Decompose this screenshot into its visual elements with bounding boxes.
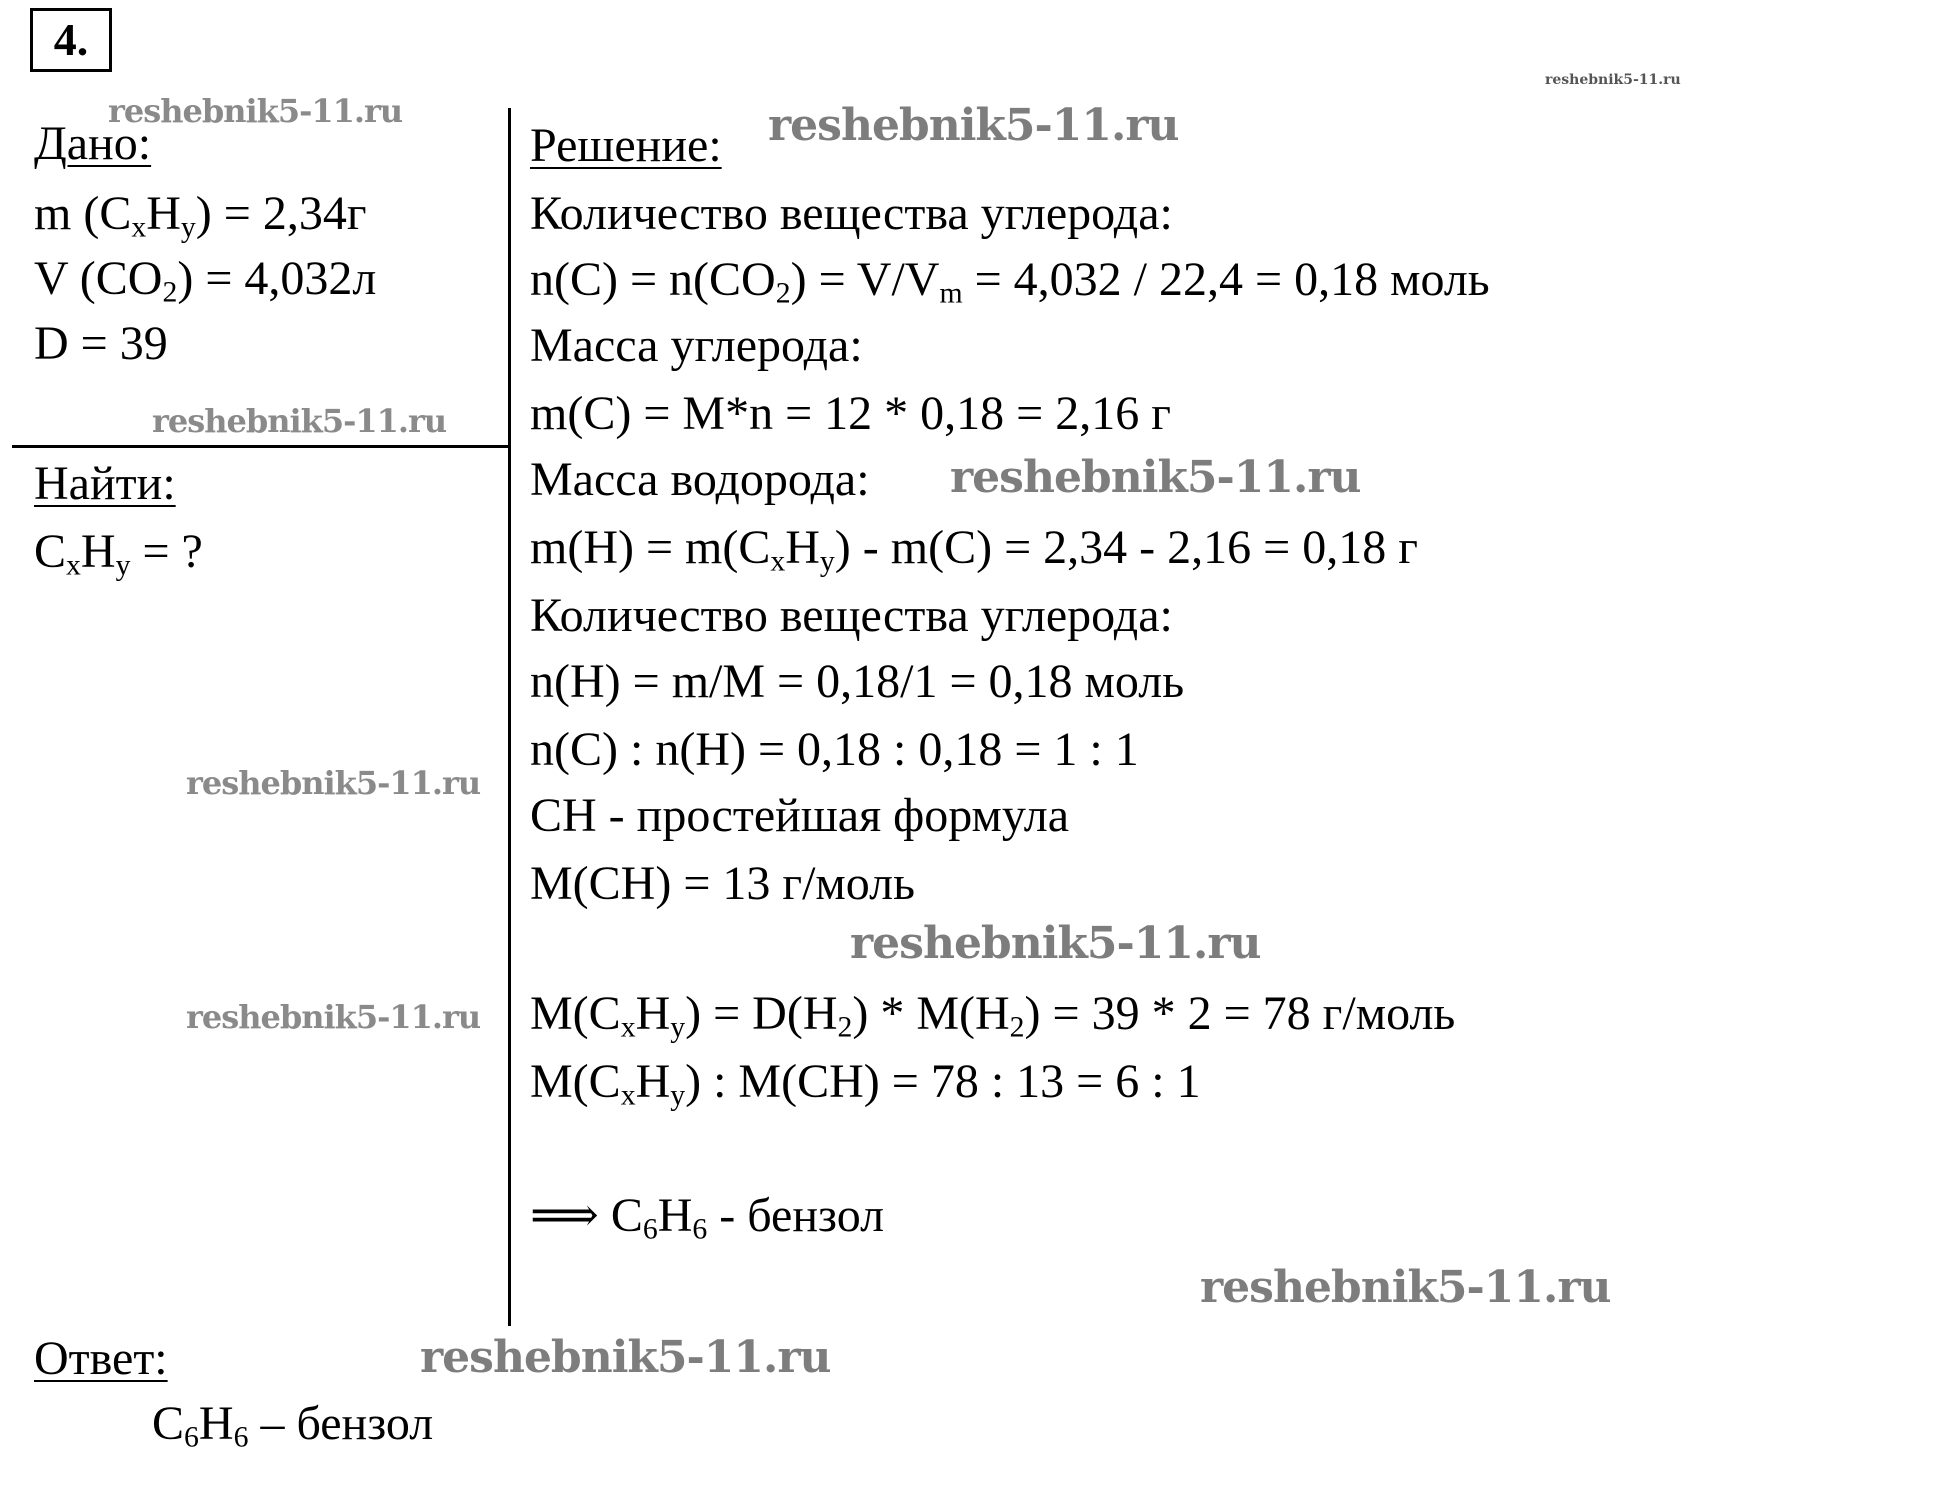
watermark: reshebnik5-11.ru xyxy=(1200,1262,1611,1313)
solution-line-9: n(C) : n(H) = 0,18 : 0,18 = 1 : 1 xyxy=(530,723,1139,776)
solution-line-11: M(CH) = 13 г/моль xyxy=(530,857,916,910)
solution-heading: Решение: xyxy=(530,119,722,172)
watermark: reshebnik5-11.ru xyxy=(186,764,481,802)
solution-line-1: Количество вещества углерода: xyxy=(530,187,1173,240)
solution-line-4: m(C) = M*n = 12 * 0,18 = 2,16 г xyxy=(530,387,1171,440)
solution-line-14: ⟹ $C_6H_6$ - бензол xyxy=(530,1189,885,1246)
watermark: reshebnik5-11.ru xyxy=(108,92,403,130)
watermark: reshebnik5-11.ru xyxy=(420,1332,831,1383)
given-mass: m $(C_xH_y) = 2,34г$ xyxy=(34,187,367,244)
solution-line-2: $n(C) = n(CO_2) = V/V_m = 4,032 / 22,4 = 0,18$ моль xyxy=(530,253,1490,310)
solution-line-8: n(H) = m/M = 0,18/1 = 0,18 моль xyxy=(530,655,1185,708)
watermark: reshebnik5-11.ru xyxy=(152,402,447,440)
watermark: reshebnik5-11.ru xyxy=(768,100,1179,151)
solution-line-3: Масса углерода: xyxy=(530,319,863,372)
watermark: reshebnik5-11.ru xyxy=(186,998,481,1036)
solution-line-7: Количество вещества углерода: xyxy=(530,589,1173,642)
given-density: D = 39 xyxy=(34,317,168,370)
solution-line-6: $m(H) = m(C_xH_y) - m(C) = 2,34 - 2,16 = 0,18$ г xyxy=(530,521,1418,578)
solution-line-12: $M(C_xH_y) = D(H_2) * M(H_2) = 39 * 2 = 78$ г/моль xyxy=(530,987,1456,1044)
find-formula: $C_xH_y$ = ? xyxy=(34,525,203,582)
answer-heading: Ответ: xyxy=(34,1332,168,1385)
given-heading: Дано: xyxy=(34,117,152,170)
solution-line-10: CH - простейшая формула xyxy=(530,789,1070,842)
given-volume: V $(CO_2) = 4,032л$ xyxy=(34,252,377,309)
watermark: reshebnik5-11.ru xyxy=(950,452,1361,503)
vertical-divider xyxy=(508,108,511,1326)
find-heading: Найти: xyxy=(34,457,176,510)
solution-line-13: $M(C_xH_y)$ : M(CH) = 78 : 13 = 6 : 1 xyxy=(530,1055,1201,1112)
watermark: reshebnik5-11.ru xyxy=(1545,72,1681,88)
answer-text: $C_6H_6$ – бензол xyxy=(152,1397,434,1454)
problem-number: 4. xyxy=(30,8,112,72)
solution-line-5: Масса водорода: xyxy=(530,453,870,506)
horizontal-divider xyxy=(12,445,508,448)
watermark: reshebnik5-11.ru xyxy=(850,918,1261,969)
